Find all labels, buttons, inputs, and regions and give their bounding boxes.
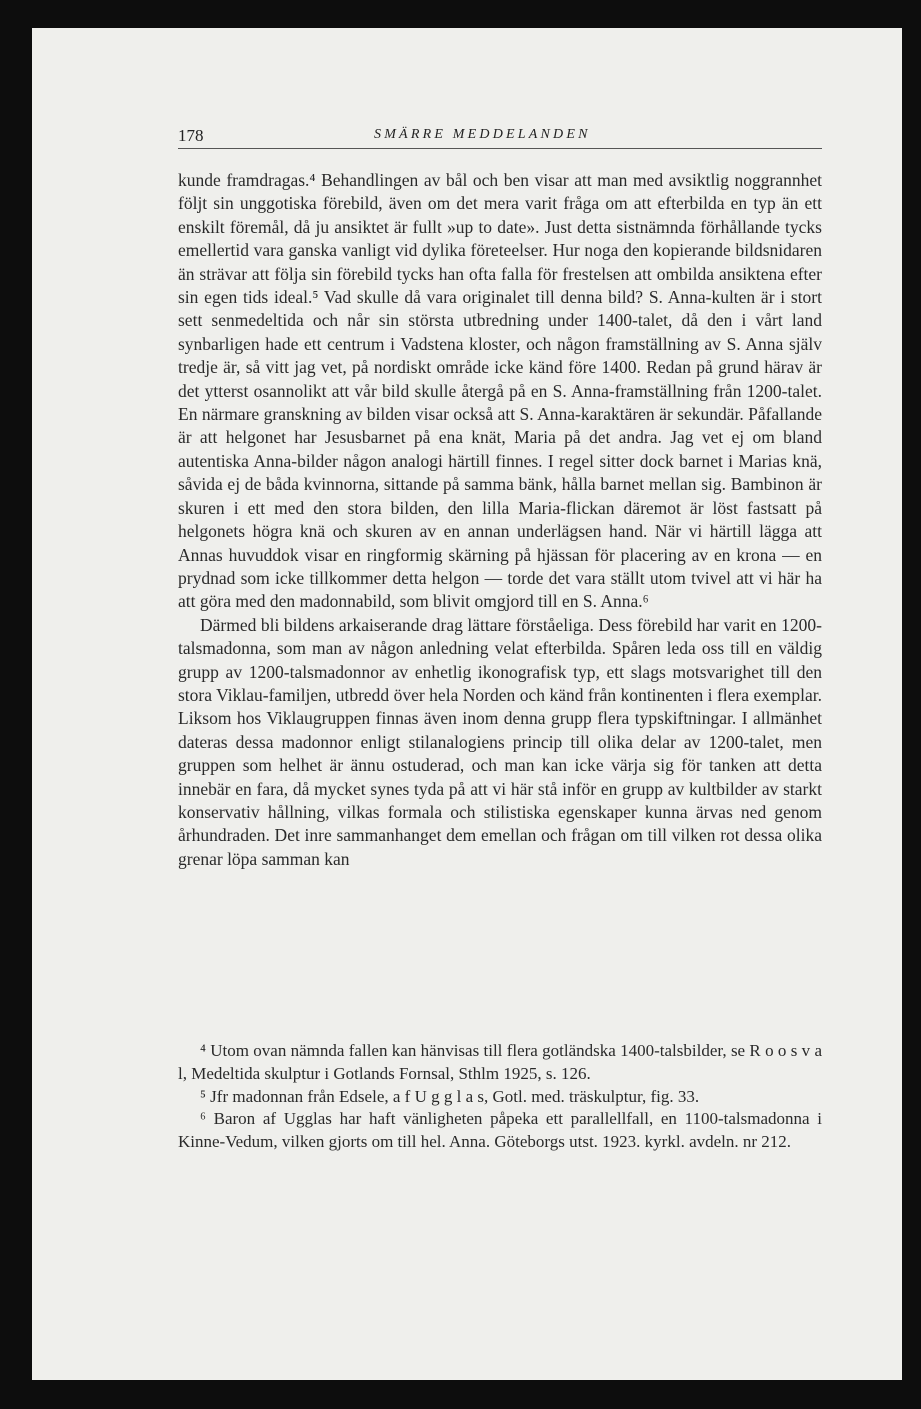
footnote-4: ⁴ Utom ovan nämnda fallen kan hänvisas till flera gotländska 1400-talsbilder, se R o o s v a l, Medeltida skulptur i Gotlands Fornsal, Sthlm 1925, s. 126. <box>178 1041 822 1083</box>
page-number: 178 <box>178 126 204 145</box>
paragraph: kunde framdragas.⁴ Behandlingen av bål och ben visar att man med avsiktlig noggrannhet följt sin unggotiska förebild, även om det mera varit fråga om att efterbilda en typ än ett enskilt föremål, då ju ansiktet är fullt »up to date». Just detta sistnämnda förhållande tycks emellertid vara ganska vanligt vid dylika företeelser. Hur noga den kopierande bildsnidaren än strävar att följa sin förebild tycks han ofta falla för frestelsen att ombilda ansiktena efter sin egen tids ideal.⁵ Vad skulle då vara originalet till denna bild? S. Anna-kulten är i stort sett senmedeltida och når sin största utbredning under 1400-talet, då den i vårt land synbarligen hade ett centrum i Vadstena kloster, och någon framställning av S. Anna själv tredje är, så vitt jag vet, på nordiskt område icke känd före 1400. Redan på grund härav är det ytterst osannolikt att vår bild skulle återgå på en S. Anna-framställning från 1200-talet. En närmare granskning av bilden visar också att S. Anna-karaktären är sekundär. Påfallande är att helgonet har Jesusbarnet på ena knät, Maria på det andra. Jag vet ej om bland autentiska Anna-bilder någon analogi härtill finnes. I regel sitter dock barnet i Marias knä, såvida ej de båda kvinnorna, sittande på samma bänk, hålla barnet mellan sig. Bambinon är skuren i ett med den stora bilden, den lilla Maria-flickan däremot är löst fastsatt på helgonets högra knä och skuren av en annan underlägsen hand. När vi härtill lägga att Annas huvuddok visar en ringformig skärning på hjässan för placering av en krona — en prydnad som icke tillkommer detta helgon — torde det vara ställt utom tvivel att vi här ha att göra med den madonnabild, som blivit omgjord till en S. Anna.⁶ <box>178 170 822 612</box>
paragraph: Därmed bli bildens arkaiserande drag lättare förståeliga. Dess förebild har varit en 1200-talsmadonna, som man av någon anledning velat efterbilda. Spåren leda oss till en väldig grupp av 1200-talsmadonnor av enhetlig ikonografisk typ, ett slags motsvarighet till den stora Viklau-familjen, utbredd över hela Norden och känd från kontinenten i flera exemplar. Liksom hos Viklaugruppen finnas även inom denna grupp flera typskiftningar. I allmänhet dateras dessa madonnor enligt stilanalogiens princip till olika delar av 1200-talet, men gruppen som helhet är ännu ostuderad, och man kan icke värja sig för tanken att detta innebär en fara, då mycket synes tyda på att vi här stå inför en grupp av kultbilder av starkt konservativ hållning, vilkas formala och stilistiska egenskaper kunna ärvas ned genom århundraden. Det inre sammanhanget dem emellan och frågan om till vilken rot dessa olika grenar löpa samman kan <box>178 614 822 869</box>
body-text <box>178 169 822 871</box>
running-title: SMÄRRE MEDDELANDEN <box>374 127 591 142</box>
footnote-5: ⁵ Jfr madonnan från Edsele, a f U g g l a s, Gotl. med. träskulptur, fig. 33. <box>200 1086 700 1106</box>
footnotes <box>178 1040 822 1154</box>
footnote-6: ⁶ Baron af Ugglas har haft vänligheten påpeka ett parallellfall, en 1100-talsmadonna i Kinne-Vedum, vilken gjorts om till hel. Anna. Göteborgs utst. 1923. kyrkl. avdeln. nr 212. <box>178 1109 822 1152</box>
page-header <box>178 124 822 149</box>
